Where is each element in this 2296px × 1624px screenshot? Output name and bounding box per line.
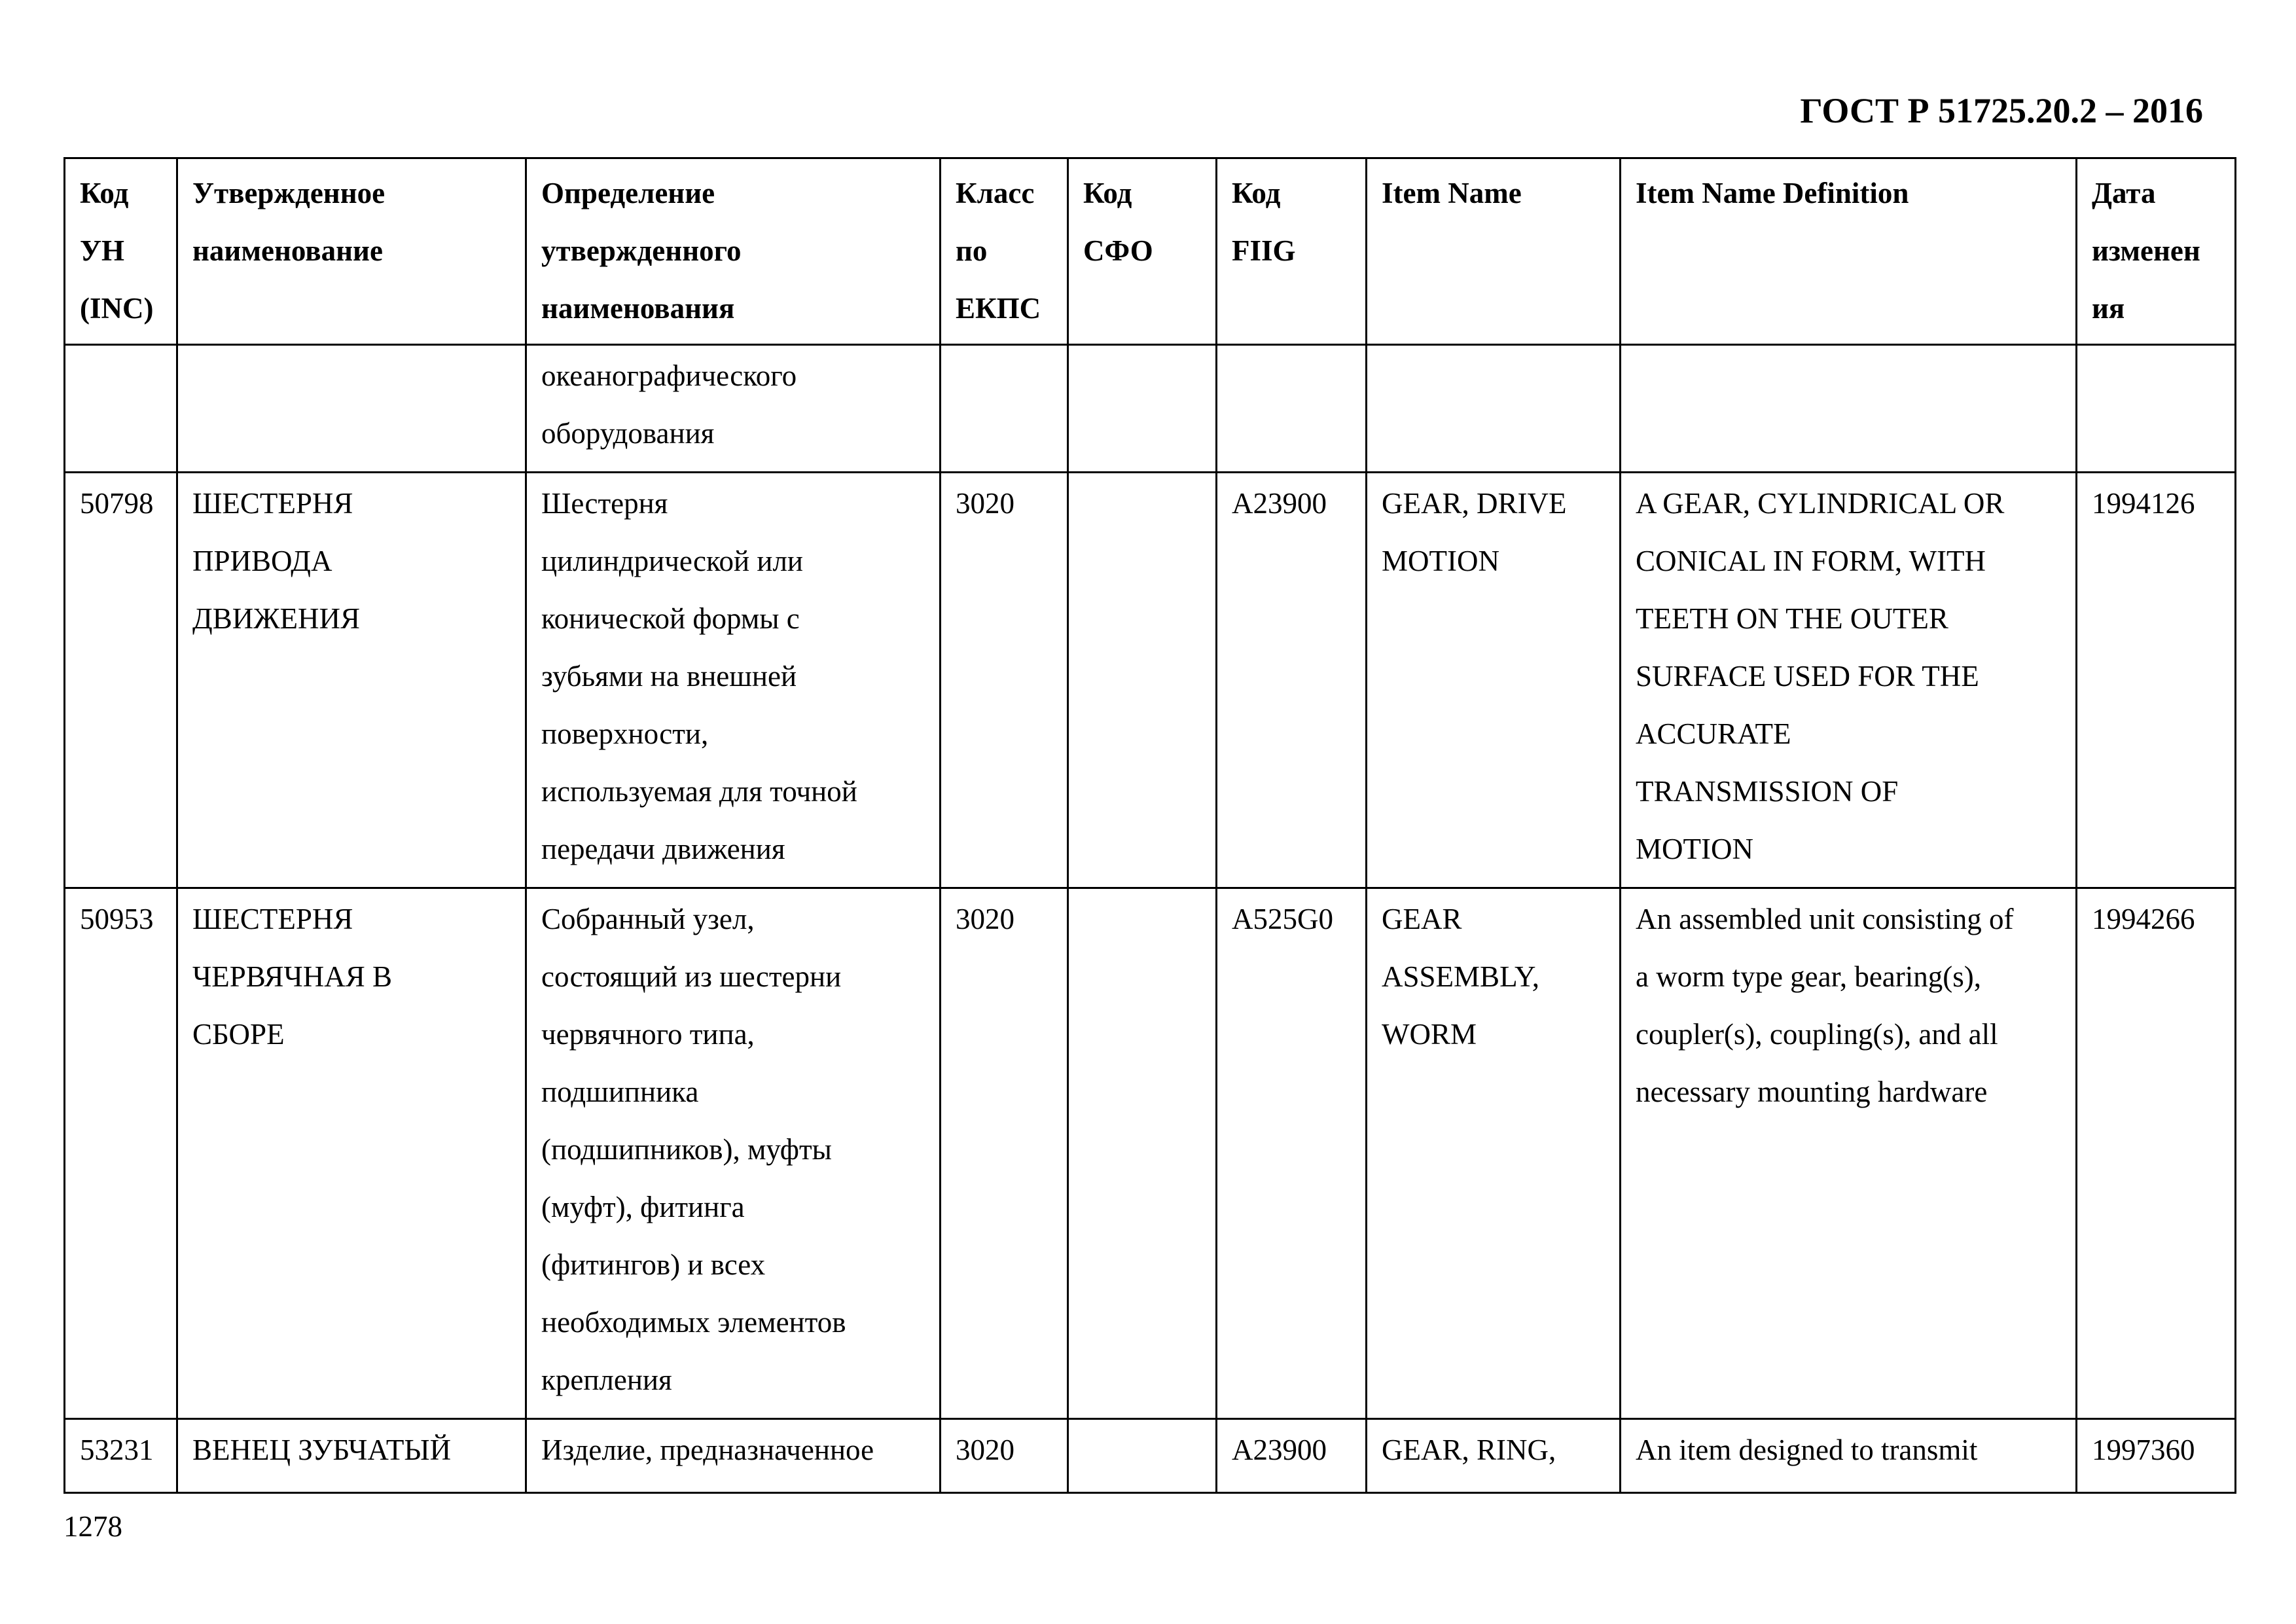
column-header-item-name-definition: Item Name Definition xyxy=(1621,158,2077,345)
cell-change-date: 1994266 xyxy=(2077,888,2236,1419)
cell-item-name-definition: A GEAR, CYLINDRICAL OR CONICAL IN FORM, WITH TEETH ON THE OUTER SURFACE USED FOR THE ACCURATE TRANSMISSION OF MOTION xyxy=(1621,473,2077,888)
cell-sfo xyxy=(1068,473,1217,888)
cell-item-name-definition: An assembled unit consisting of a worm type gear, bearing(s), coupler(s), coupling(s), and all necessary mounting hardware xyxy=(1621,888,2077,1419)
cell-approved-name xyxy=(177,345,526,473)
column-header-item-name: Item Name xyxy=(1367,158,1621,345)
table-row xyxy=(65,473,2236,888)
cell-definition: Изделие, предназначенное xyxy=(526,1419,941,1493)
item-names-table xyxy=(63,157,2236,1494)
cell-inc: 50953 xyxy=(65,888,177,1419)
column-header-approved-name-definition: Определение утвержденного наименования xyxy=(526,158,941,345)
cell-class: 3020 xyxy=(941,473,1068,888)
cell-fiig: A23900 xyxy=(1217,1419,1367,1493)
cell-definition: Шестерня цилиндрической или конической формы с зубьями на внешней поверхности, используемая для точной передачи движения xyxy=(526,473,941,888)
cell-item-name-definition xyxy=(1621,345,2077,473)
cell-change-date: 1997360 xyxy=(2077,1419,2236,1493)
column-header-approved-name: Утвержденное наименование xyxy=(177,158,526,345)
cell-item-name xyxy=(1367,345,1621,473)
cell-inc: 53231 xyxy=(65,1419,177,1493)
table-row xyxy=(65,345,2236,473)
cell-change-date: 1994126 xyxy=(2077,473,2236,888)
table-row xyxy=(65,1419,2236,1493)
cell-sfo xyxy=(1068,888,1217,1419)
cell-fiig: A525G0 xyxy=(1217,888,1367,1419)
cell-sfo xyxy=(1068,345,1217,473)
page-number: 1278 xyxy=(63,1510,122,1543)
cell-item-name-definition: An item designed to transmit xyxy=(1621,1419,2077,1493)
cell-class: 3020 xyxy=(941,888,1068,1419)
cell-definition: Собранный узел, состоящий из шестерни червячного типа, подшипника (подшипников), муфты (муфт), фитинга (фитингов) и всех необходимых элементов крепления xyxy=(526,888,941,1419)
cell-sfo xyxy=(1068,1419,1217,1493)
cell-class: 3020 xyxy=(941,1419,1068,1493)
cell-approved-name: ВЕНЕЦ ЗУБЧАТЫЙ xyxy=(177,1419,526,1493)
cell-inc: 50798 xyxy=(65,473,177,888)
cell-approved-name: ШЕСТЕРНЯ ПРИВОДА ДВИЖЕНИЯ xyxy=(177,473,526,888)
cell-item-name: GEAR, RING, xyxy=(1367,1419,1621,1493)
column-header-fiig-code: Код FIIG xyxy=(1217,158,1367,345)
cell-fiig: A23900 xyxy=(1217,473,1367,888)
cell-approved-name: ШЕСТЕРНЯ ЧЕРВЯЧНАЯ В СБОРЕ xyxy=(177,888,526,1419)
column-header-change-date: Дата изменен ия xyxy=(2077,158,2236,345)
table-row xyxy=(65,888,2236,1419)
cell-item-name: GEAR ASSEMBLY, WORM xyxy=(1367,888,1621,1419)
cell-item-name: GEAR, DRIVE MOTION xyxy=(1367,473,1621,888)
table-header-row xyxy=(65,158,2236,345)
column-header-class: Класс по ЕКПС xyxy=(941,158,1068,345)
column-header-sfo-code: Код СФО xyxy=(1068,158,1217,345)
cell-inc xyxy=(65,345,177,473)
cell-class xyxy=(941,345,1068,473)
cell-fiig xyxy=(1217,345,1367,473)
column-header-inc: Код УН (INC) xyxy=(65,158,177,345)
document-standard-header: ГОСТ Р 51725.20.2 – 2016 xyxy=(1800,91,2203,130)
cell-definition: океанографического оборудования xyxy=(526,345,941,473)
cell-change-date xyxy=(2077,345,2236,473)
